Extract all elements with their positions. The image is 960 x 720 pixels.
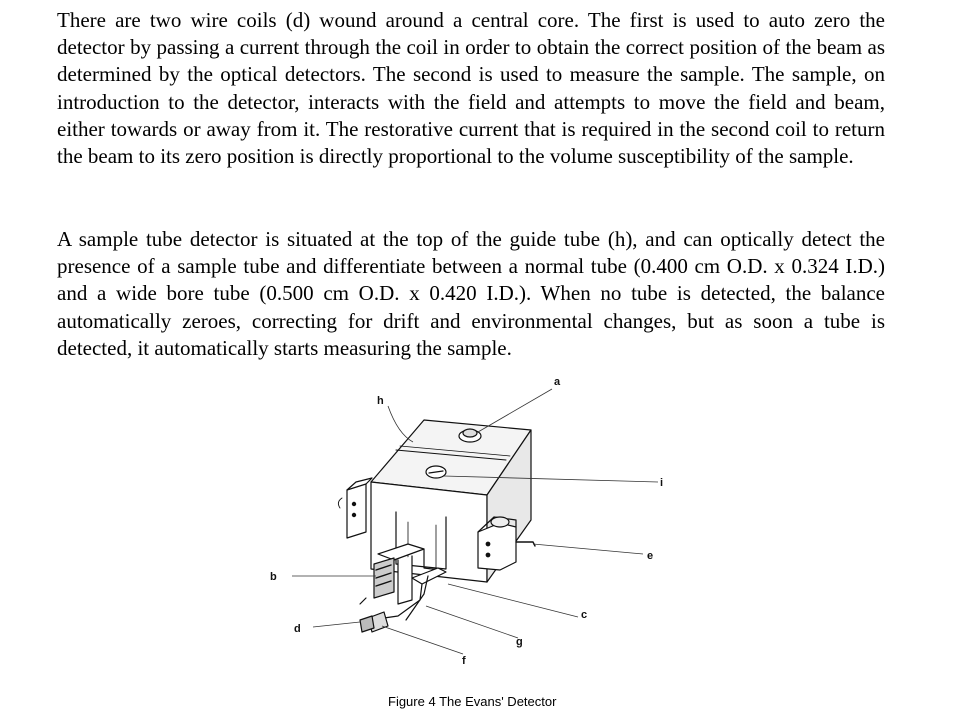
- label-b: b: [270, 571, 277, 583]
- label-e: e: [647, 550, 654, 562]
- label-g: g: [516, 636, 523, 648]
- label-c: c: [581, 609, 588, 621]
- evans-detector-figure: [248, 372, 700, 717]
- paragraph-sample-tube-detector: A sample tube detector is situated at the top of the guide tube (h), and can optically detect the presence of a sample tube and differentiate between a normal tube (0.400 cm O.D. x 0.324 I.D.) and a wide bore tube (0.500 cm O.D. x 0.420 I.D.). When no tube is detected, the balance automatically zeroes, correcting for drift and environmental changes, but as soon a tube is detected, it automatically starts measuring the sample.: [57, 227, 885, 360]
- label-h: h: [377, 395, 384, 407]
- paragraph-coils: There are two wire coils (d) wound around a central core. The first is used to auto zero the detector by passing a current through the coil in order to obtain the correct position of the beam as determined by the optical detectors. The second is used to measure the sample. The sample, on introduction to the detector, interacts with the field and attempts to move the field and beam, either towards or away from it. The restorative current that is required in the second coil to return the beam to its zero position is directly proportional to the volume susceptibility of the sample.: [57, 8, 885, 169]
- figure-caption: Figure 4 The Evans' Detector: [388, 694, 557, 709]
- label-i: i: [660, 477, 664, 489]
- label-a: a: [554, 376, 561, 388]
- detector-drawing: [248, 372, 700, 717]
- label-d: d: [294, 623, 301, 635]
- label-f: f: [462, 655, 466, 667]
